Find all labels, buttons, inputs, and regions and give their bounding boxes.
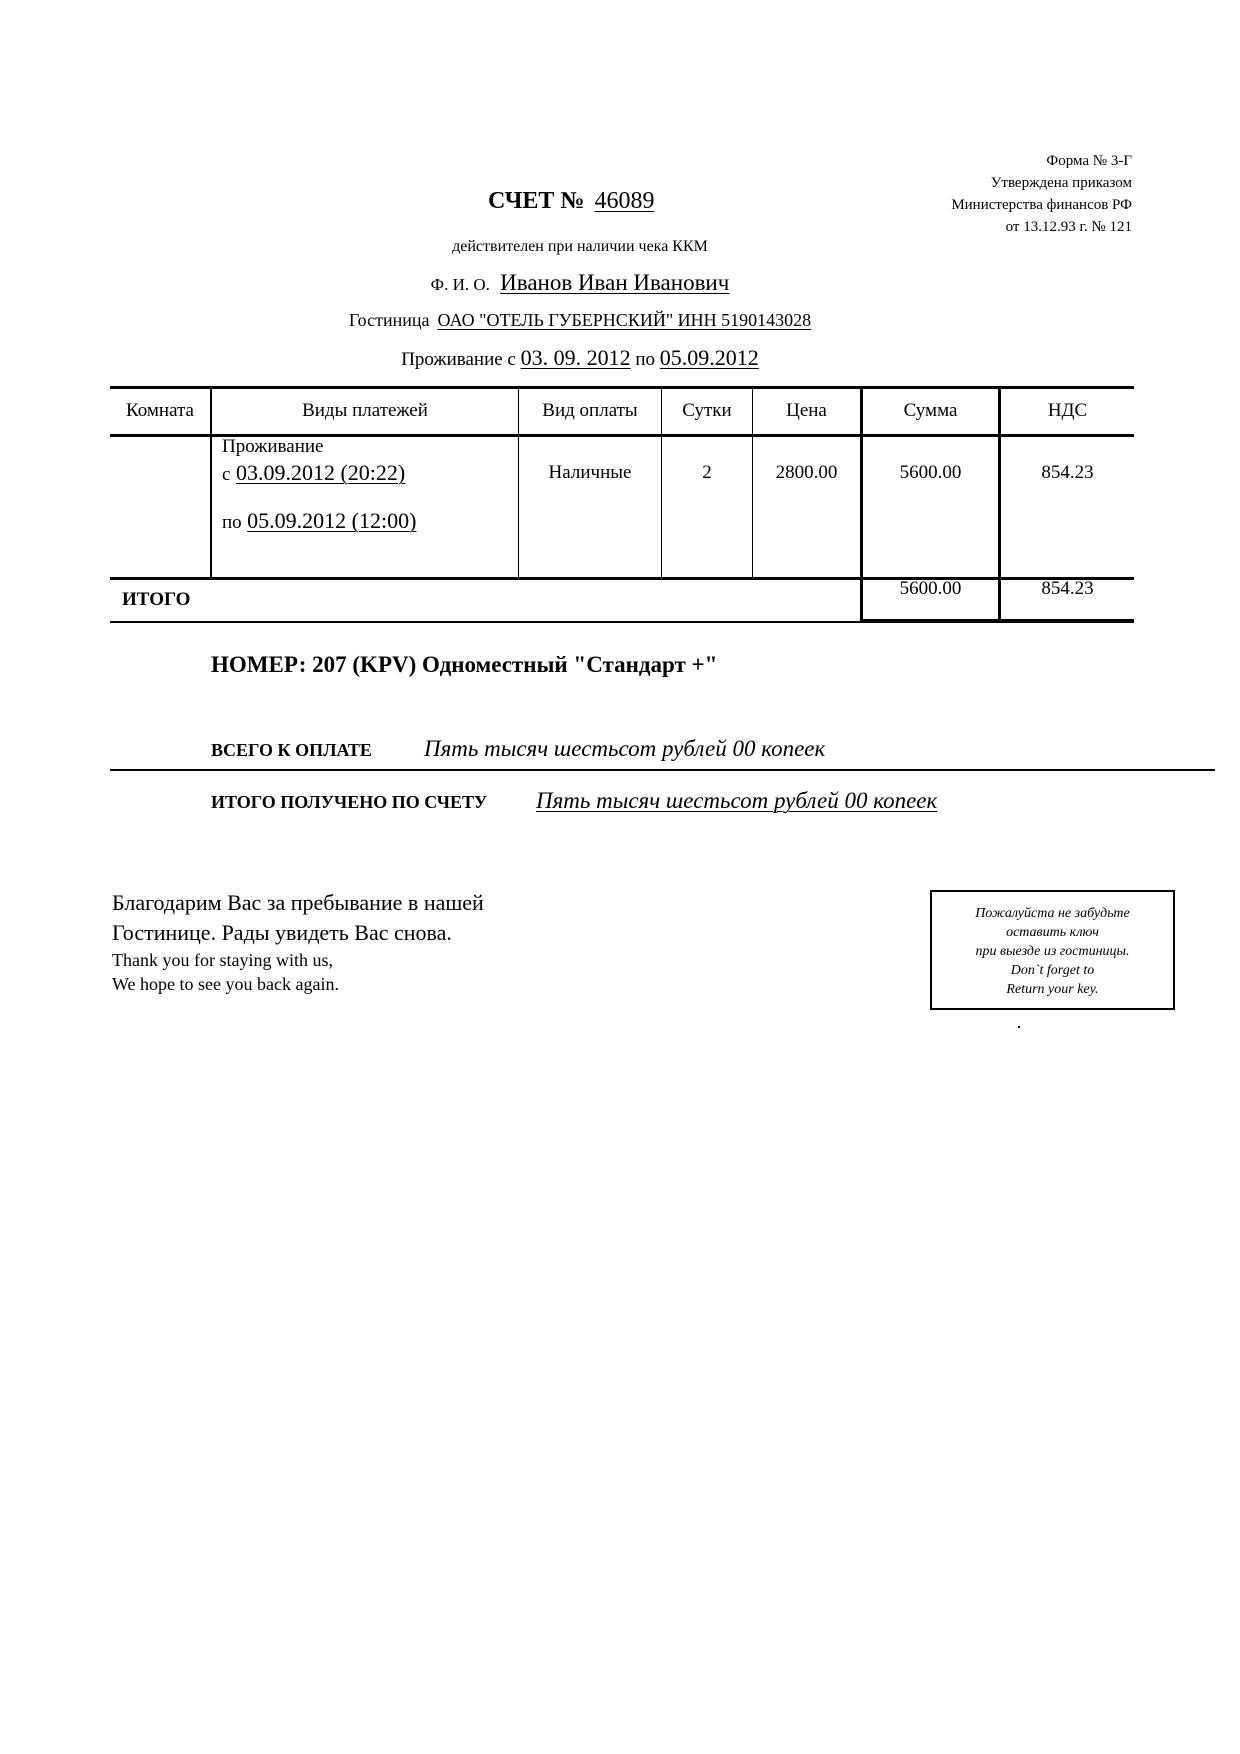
total-due-words: Пять тысяч шестьсот рублей 00 копеек	[424, 736, 826, 761]
thanks-ru-line: Гостинице. Рады увидеть Вас снова.	[112, 920, 452, 945]
invoice-title	[488, 188, 654, 215]
cell-stay-to	[222, 508, 416, 534]
stay-label: Проживание с	[401, 349, 516, 370]
key-reminder-line: Don`t forget to	[1010, 963, 1095, 978]
form-notice-line: от 13.12.93 г. № 121	[1005, 219, 1132, 235]
form-notice-line: Форма № 3-Г	[1046, 153, 1132, 169]
invoice-table	[110, 386, 1134, 622]
validity-note: действителен при наличии чека ККМ	[452, 238, 708, 255]
header-amount: Сумма	[903, 400, 958, 421]
stay-to: 05.09.2012	[659, 345, 759, 370]
key-reminder-line: оставить ключ	[1006, 925, 1099, 940]
hotel-line	[0, 310, 1160, 331]
cell-vat: 854.23	[1041, 462, 1094, 483]
table-rule	[110, 386, 1134, 389]
key-reminder-line: Return your key.	[1006, 982, 1099, 997]
header-price: Цена	[786, 400, 827, 421]
key-reminder-box	[930, 890, 1175, 1010]
form-notice	[951, 150, 1132, 238]
cell-days: 2	[702, 462, 712, 483]
cell-stay-from	[222, 460, 405, 486]
total-row-amount: 5600.00	[899, 578, 962, 599]
hotel-name: ОАО "ОТЕЛЬ ГУБЕРНСКИЙ" ИНН 5190143028	[437, 310, 812, 330]
stray-dot	[1018, 1026, 1020, 1028]
total-row-label: ИТОГО	[122, 589, 191, 610]
guest-label: Ф. И. О.	[430, 275, 490, 294]
divider	[110, 769, 1215, 771]
cell-price: 2800.00	[775, 462, 838, 483]
guest-line	[0, 270, 1160, 296]
key-reminder-line: Пожалуйста не забудьте	[975, 906, 1130, 921]
stay-from-datetime: 03.09.2012 (20:22)	[235, 460, 406, 485]
stay-to-prefix: по	[222, 512, 242, 533]
invoice-number: 46089	[594, 188, 655, 214]
cell-payment-type: Проживание	[222, 436, 324, 457]
room-info: НОМЕР: 207 (KPV) Одноместный "Стандарт +"	[211, 652, 718, 677]
total-due-label: ВСЕГО К ОПЛАТЕ	[211, 740, 372, 760]
stay-to-datetime: 05.09.2012 (12:00)	[247, 508, 417, 533]
total-received-label: ИТОГО ПОЛУЧЕНО ПО СЧЕТУ	[211, 792, 488, 812]
thanks-en-line: We hope to see you back again.	[112, 974, 339, 994]
hotel-label: Гостиница	[348, 310, 430, 330]
thanks-en-line: Thank you for staying with us,	[112, 950, 333, 970]
stay-from: 03. 09. 2012	[520, 345, 631, 370]
guest-name: Иванов Иван Иванович	[500, 270, 730, 295]
cell-amount: 5600.00	[899, 462, 962, 483]
header-payment-types: Виды платежей	[302, 400, 428, 421]
form-notice-line: Утверждена приказом	[990, 175, 1132, 191]
header-payment-method: Вид оплаты	[542, 400, 638, 421]
thanks-message	[112, 888, 484, 996]
header-days: Сутки	[682, 400, 732, 421]
key-reminder-line: при выезде из гостиницы.	[975, 944, 1130, 959]
stay-from-prefix: с	[222, 464, 231, 485]
total-row-vat: 854.23	[1041, 578, 1094, 599]
header-vat: НДС	[1047, 400, 1088, 421]
total-received-words: Пять тысяч шестьсот рублей 00 копеек	[536, 788, 938, 813]
header-room: Комната	[126, 400, 194, 421]
form-notice-line: Министерства финансов РФ	[951, 197, 1132, 213]
invoice-title-label: СЧЕТ №	[488, 188, 585, 214]
thanks-ru-line: Благодарим Вас за пребывание в нашей	[112, 890, 484, 915]
stay-line	[0, 345, 1160, 371]
stay-to-label: по	[635, 349, 656, 370]
cell-payment-method: Наличные	[548, 462, 632, 483]
